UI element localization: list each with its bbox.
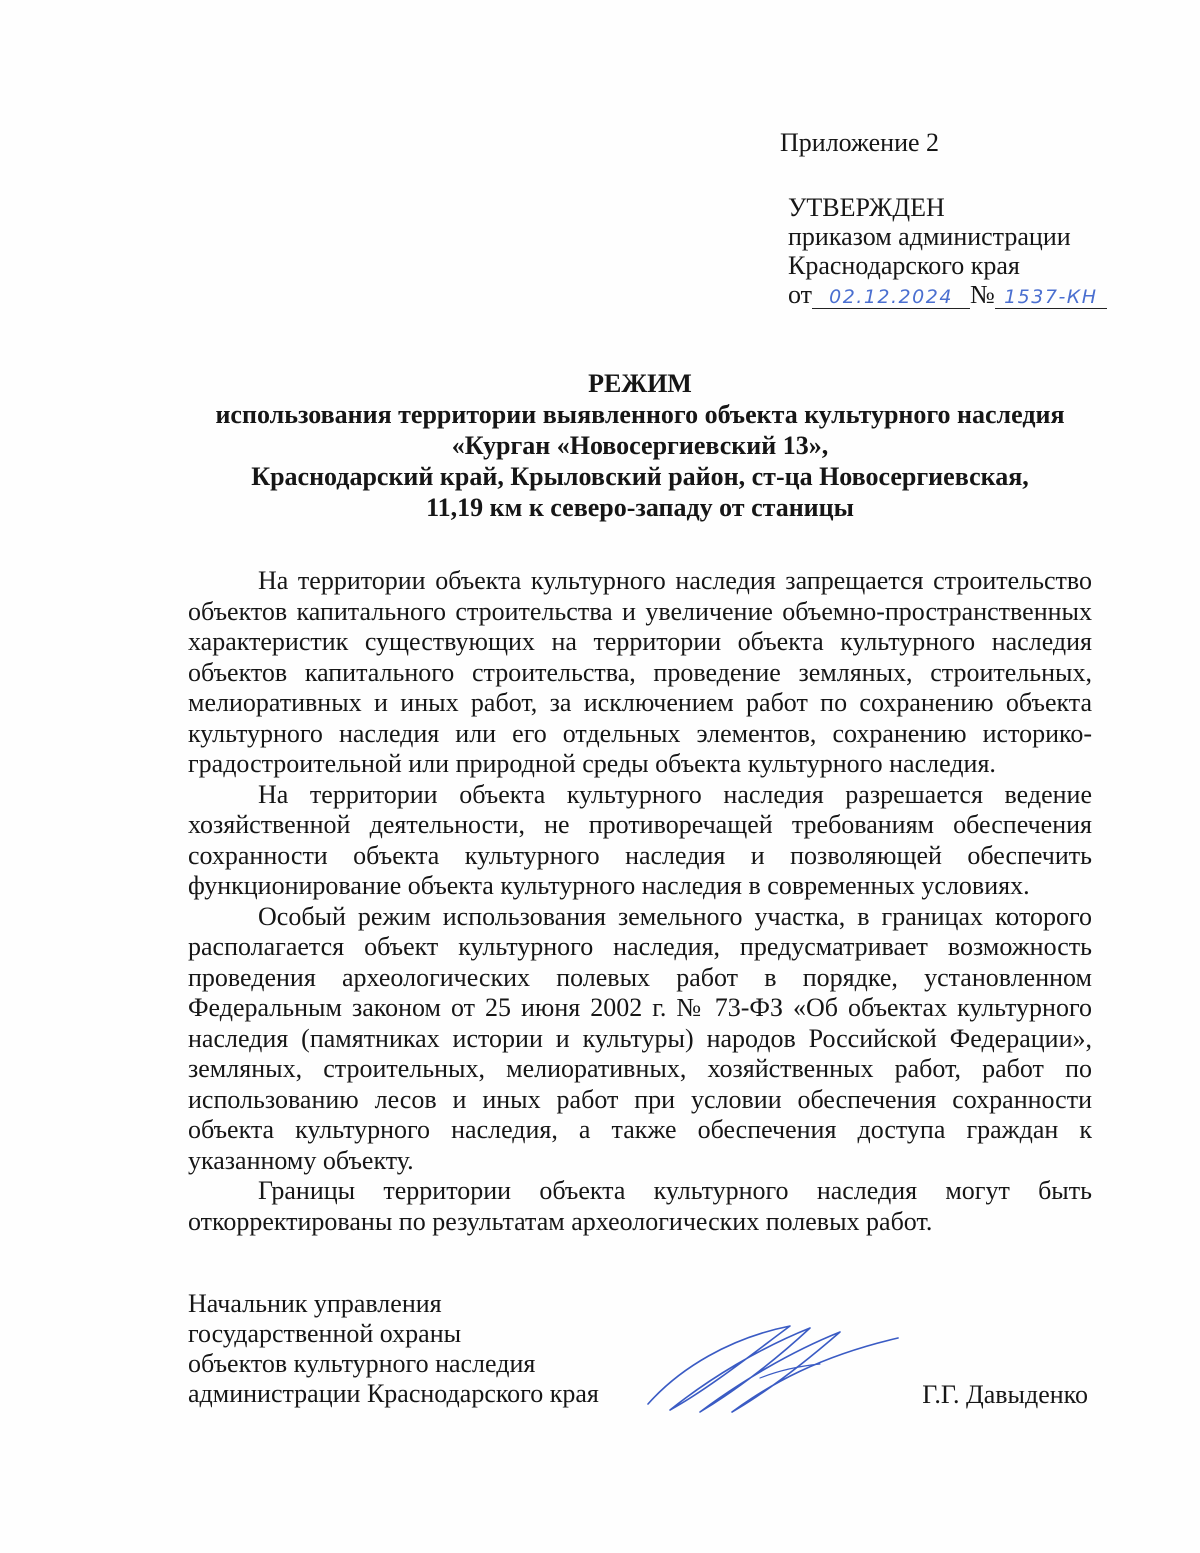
handwritten-date: 02.12.2024 bbox=[812, 286, 970, 309]
signer-name: Г.Г. Давыденко bbox=[922, 1380, 1088, 1409]
paragraph-1: На территории объекта культурного наследия запрещается строительство объектов капитального строительства и увеличение объемно-пространственных характеристик существующих на территории объекта культурного наследия объектов капитального строительства, проведение земляных, строительных, мелиоративных и иных работ, за исключением работ по сохранению объекта культурного наследия или его отдельных элементов, сохранению историко-градостроительной или природной среды объекта культурного наследия. bbox=[188, 566, 1092, 778]
title-main: РЕЖИМ bbox=[588, 369, 692, 398]
handwritten-signature bbox=[640, 1308, 900, 1418]
approval-line-1: приказом администрации bbox=[788, 222, 1071, 251]
paragraph-3: Особый режим использования земельного участка, в границах которого располагается объект культурного наследия, предусматривает возможность проведения археологических полевых работ в порядке, установленном Федеральным законом от 25 июня 2002 г. № 73-ФЗ «Об объектах культурного наследия (памятниках истории и культуры) народов Российской Федерации», земляных, строительных, мелиоративных, хозяйственных работ, работ по использованию лесов и иных работ при условии обеспечения сохранности объекта культурного наследия, а также обеспечения доступа граждан к указанному объекту. bbox=[188, 901, 1092, 1175]
approval-block bbox=[788, 193, 1107, 309]
title-line-3: Краснодарский край, Крыловский район, ст-ца Новосергиевская, bbox=[251, 462, 1029, 491]
document-body bbox=[188, 566, 1092, 1237]
signer-line-4: администрации Краснодарского края bbox=[188, 1379, 599, 1408]
title-line-2: «Курган «Новосергиевский 13», bbox=[451, 431, 829, 460]
signer-line-1: Начальник управления bbox=[188, 1289, 442, 1318]
approval-line-2: Краснодарского края bbox=[788, 251, 1020, 280]
signer-line-2: государственной охраны bbox=[188, 1319, 462, 1348]
title-line-4: 11,19 км к северо-западу от станицы bbox=[426, 493, 854, 522]
document-title bbox=[140, 368, 1140, 523]
approval-heading: УТВЕРЖДЕН bbox=[788, 193, 945, 222]
paragraph-2: На территории объекта культурного наследия разрешается ведение хозяйственной деятельности, не противоречащей требованиям обеспечения сохранности объекта культурного наследия и позволяющей обеспечить функционирование объекта культурного наследия в современных условиях. bbox=[188, 779, 1092, 900]
handwritten-number: 1537-КН bbox=[995, 286, 1107, 309]
appendix-label: Приложение 2 bbox=[780, 128, 940, 157]
number-sign: № bbox=[970, 280, 995, 309]
approval-date-line bbox=[788, 280, 1107, 309]
paragraph-4: Границы территории объекта культурного наследия могут быть откорректированы по результатам археологических полевых работ. bbox=[188, 1176, 1092, 1236]
signer-position bbox=[188, 1289, 599, 1409]
signer-line-3: объектов культурного наследия bbox=[188, 1349, 536, 1378]
title-line-1: использования территории выявленного объекта культурного наследия bbox=[215, 400, 1065, 429]
date-prefix: от bbox=[788, 280, 813, 309]
